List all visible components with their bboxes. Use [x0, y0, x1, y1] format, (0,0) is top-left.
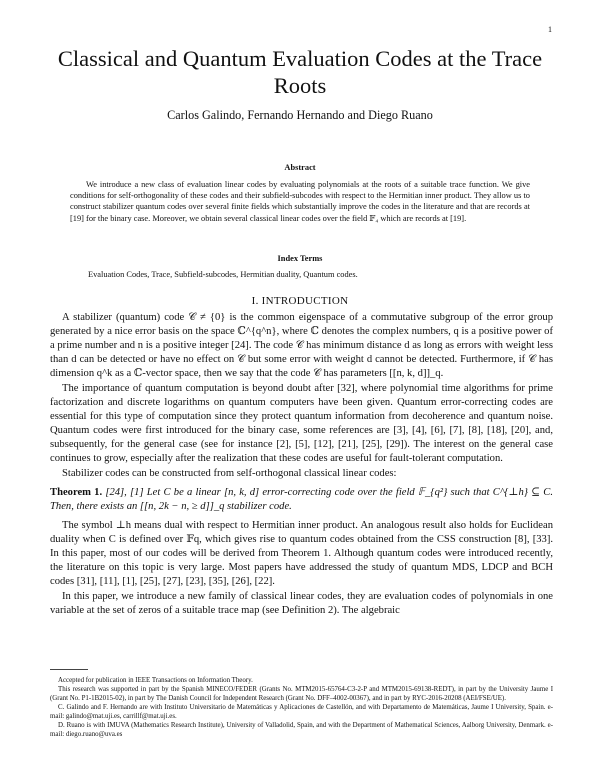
body-text — [50, 311, 553, 619]
paragraph-5: In this paper, we introduce a new family of classical linear codes, they are evaluation codes of polynomials in one variable at the set of zeros of a suitable trace map (see Definition 2). The algebraic — [50, 591, 553, 616]
abstract-heading: Abstract — [284, 163, 316, 172]
theorem-references: [24], [1] — [105, 487, 144, 498]
index-terms-text: Evaluation Codes, Trace, Subfield-subcodes, Hermitian duality, Quantum codes. — [88, 270, 358, 279]
paragraph-3: Stabilizer codes can be constructed from self-orthogonal classical linear codes: — [62, 468, 397, 479]
abstract-text: We introduce a new class of evaluation linear codes by evaluating polynomials at the roots of a suitable trace function. We give conditions for self-orthogonality of these codes and their subfield-subcodes with respect to the Hermitian inner product. They allow us to construct stabilizer quantum codes over several finite fields which substantially improve the codes in the literature and that are records at [19] for the binary case. Moreover, we obtain several classical linear codes over the field 𝔽₄ which are records at [19]. — [70, 180, 530, 223]
page-number: 1 — [548, 25, 552, 34]
paragraph-4: The symbol ⊥h means dual with respect to Hermitian inner product. An analogous result also holds for Euclidean duality when C is defined over 𝔽q, which gives rise to quantum codes obtained from the CSS construction [8], [33]. In this paper, most of our codes will be derived from Theorem 1. Although quantum codes were introduced recently, the literature on this topic is very large. Most papers have addressed the study of quantum MDS, LDCP and BCH codes [31], [11], [1], [25], [27], [23], [35], [26], [22]. — [50, 520, 553, 587]
footnote-acceptance: Accepted for publication in IEEE Transactions on Information Theory. — [58, 677, 253, 684]
theorem-1 — [50, 486, 553, 514]
section-heading: I. INTRODUCTION — [251, 295, 349, 307]
paper-title: Classical and Quantum Evaluation Codes at the Trace Roots — [57, 46, 543, 98]
theorem-label: Theorem 1. — [50, 487, 103, 498]
paragraph-2: The importance of quantum computation is beyond doubt after [32], where polynomial time algorithms for prime factorization and discrete logarithms on quantum computers have been given. Quantum error-correcting codes are essential for this type of computation since they protect quantum information from decoherence and quantum noise. Quantum codes were first introduced for the binary case, some references are [3], [4], [6], [7], [8], [18], [20], and, subsequently, for the general case (see for instance [2], [5], [12], [21], [25], [29]). The interest on the general case continues to grow, especially after the realization that these codes are useful for fault-tolerant computation. — [50, 383, 553, 464]
index-terms-heading: Index Terms — [277, 254, 323, 263]
paper-authors: Carlos Galindo, Fernando Hernando and Diego Ruano — [167, 108, 433, 122]
theorem-statement: Let C be a linear [n, k, d] error-correcting code over the field 𝔽_{q²} such that C^{⊥h} ⊆ C. Then, there exists an [[n, 2k − n, ≥ d]]_q stabilizer code. — [50, 487, 554, 512]
footnote-funding: This research was supported in part by the Spanish MINECO/FEDER (Grants No. MTM2015-65764-C3-2-P and MTM2015-69138-REDT), in part by the University Jaume I (Grant No. P1-1B2015-02), in part by The Danish Council for Independent Research (Grant No. DFF–4002-00367), and in part by RYC-2016-20208 (AEI/FSE/UE). — [50, 686, 553, 702]
footnote-affiliation-1: C. Galindo and F. Hernando are with Instituto Universitario de Matemáticas y Aplicaciones de Castellón, and with Departamento de Matemáticas, Jaume I University, Spain. e-mail: galindo@mat.uji.es, carrillf@mat.uji.es. — [50, 704, 553, 720]
footnote-affiliation-2: D. Ruano is with IMUVA (Mathematics Research Institute), University of Valladolid, Spain, and with the Department of Mathematical Sciences, Aalborg University, Denmark. e-mail: diego.ruano@uva.es — [50, 722, 553, 738]
footnote-rule — [50, 669, 88, 670]
paragraph-1: A stabilizer (quantum) code 𝒞 ≠ {0} is the common eigenspace of a commutative subgroup of the error group generated by a nice error basis on the space ℂ^{q^n}, where ℂ denotes the complex numbers, q is a positive power of a prime number and n is a positive integer [24]. The code 𝒞 has minimum distance d as long as errors with weight less than d can be detected or have no effect on 𝒞 but some error with weight d cannot be detected. Furthermore, if 𝒞 has dimension q^k as a ℂ-vector space, then we say that the code 𝒞 has parameters [[n, k, d]]_q. — [50, 312, 553, 379]
footnotes — [50, 676, 553, 739]
